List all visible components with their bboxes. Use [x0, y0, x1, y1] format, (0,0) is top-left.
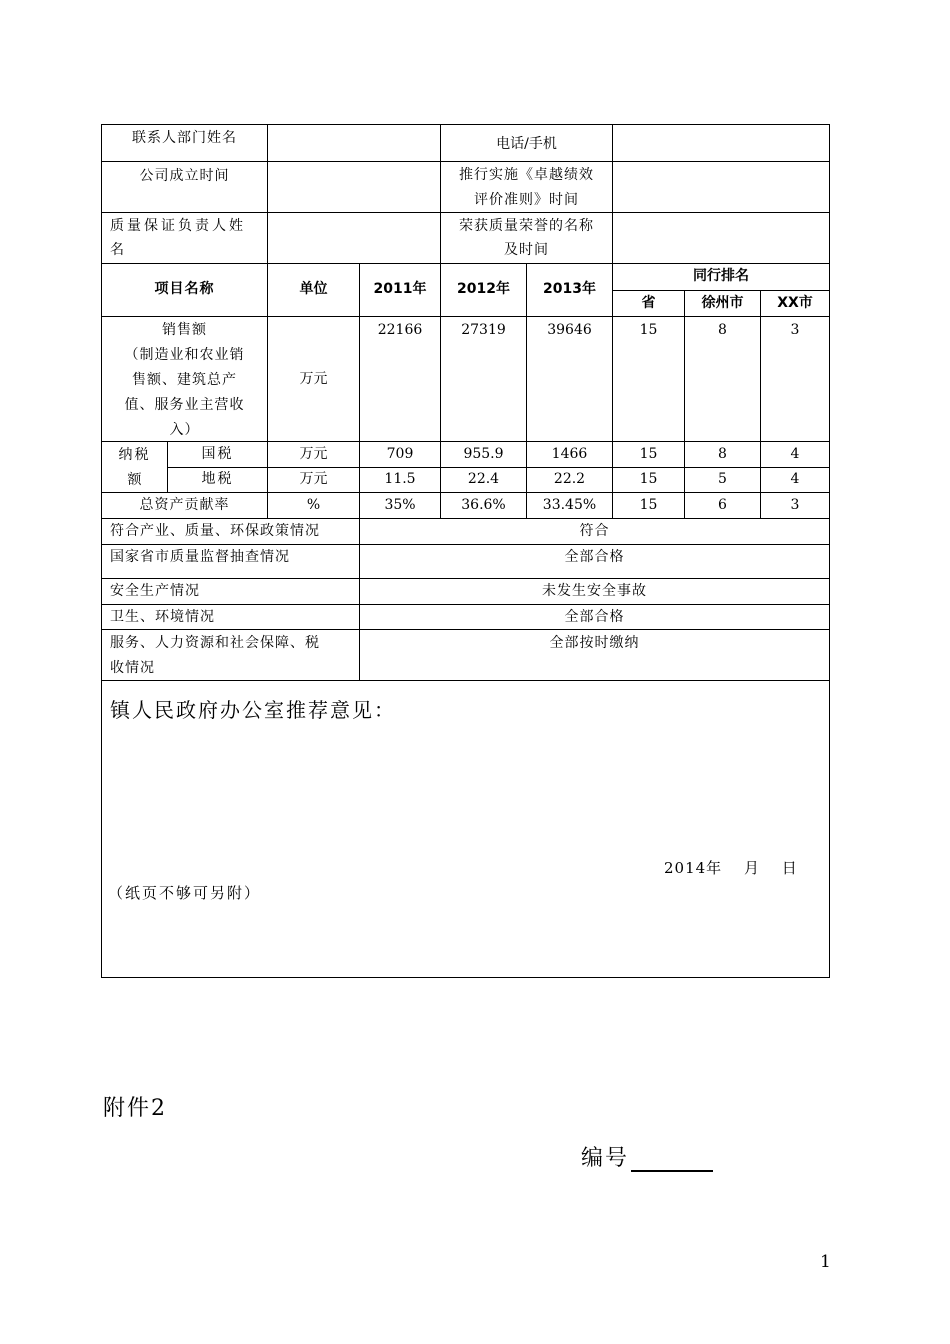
sales-label-line1: 销售额: [162, 322, 207, 338]
assets-rank-xx: 3: [790, 497, 800, 513]
tax-national-2013: 1466: [551, 446, 588, 462]
sales-label-line3: 售额、建筑总产: [132, 372, 237, 388]
header-xx: XX市: [777, 295, 813, 311]
assets-2012: 36.6%: [461, 497, 506, 513]
tax-national-2012: 955.9: [463, 446, 504, 462]
header-province: 省: [641, 295, 656, 311]
sales-2011: 22166: [377, 322, 423, 338]
assets-rank-province: 15: [639, 497, 658, 513]
header-item: 项目名称: [154, 281, 215, 297]
sales-2012: 27319: [461, 322, 506, 338]
sales-label-line2: （制造业和农业销: [124, 347, 245, 363]
quality-label-line1: 质量保证负责人姓: [110, 218, 246, 234]
header-2013: 2013年: [543, 281, 596, 297]
tax-local-2013: 22.2: [553, 471, 586, 487]
sales-unit: 万元: [299, 371, 328, 387]
tax-local-2011: 11.5: [384, 471, 416, 487]
service-label-line2: 收情况: [110, 660, 155, 676]
attachment-label: 附件2: [103, 1096, 167, 1121]
quality-label-line2: 名: [110, 242, 124, 258]
assets-2013: 33.45%: [542, 497, 597, 513]
tax-local-2012: 22.4: [467, 471, 500, 487]
recommendation-date: 2014年 月 日: [664, 859, 798, 877]
header-2012: 2012年: [457, 281, 510, 297]
sales-rank-province: 15: [639, 322, 658, 338]
number-field[interactable]: [631, 1148, 713, 1172]
hygiene-value: 全部合格: [564, 609, 625, 625]
header-2011: 2011年: [373, 281, 427, 297]
sales-rank-xx: 3: [790, 322, 800, 338]
tax-national-rank-province: 15: [639, 446, 658, 462]
safety-value: 未发生安全事故: [542, 583, 647, 599]
sales-label-line5: 入）: [169, 422, 200, 438]
policy-label: 符合产业、质量、环保政策情况: [110, 523, 320, 539]
assets-2011: 35%: [384, 497, 416, 513]
number-label-text: 编号: [581, 1146, 630, 1171]
policy-value: 符合: [579, 523, 610, 539]
assets-rank-xuzhou: 6: [718, 497, 727, 513]
recommendation-title: 镇人民政府办公室推荐意见：: [110, 698, 396, 722]
founded-label: 公司成立时间: [139, 168, 230, 184]
service-label-line1: 服务、人力资源和社会保障、税: [110, 635, 320, 651]
inspection-label: 国家省市质量监督抽查情况: [110, 549, 290, 565]
header-unit: 单位: [299, 281, 328, 297]
tax-group-line1: 纳税: [118, 447, 151, 463]
contact-label: 联系人部门姓名: [132, 130, 237, 146]
hygiene-label: 卫生、环境情况: [110, 609, 215, 625]
tax-local-rank-province: 15: [639, 471, 658, 487]
tax-local-unit: 万元: [299, 471, 328, 487]
tax-national-rank-xuzhou: 8: [718, 446, 727, 462]
tax-national-unit: 万元: [299, 446, 328, 462]
safety-label: 安全生产情况: [110, 583, 200, 599]
assets-unit: %: [306, 497, 321, 513]
header-xuzhou: 徐州市: [701, 295, 744, 311]
page-number: 1: [820, 1252, 831, 1272]
assets-label: 总资产贡献率: [139, 497, 230, 513]
sales-label-line4: 值、服务业主营收: [124, 397, 245, 413]
tax-national-2011: 709: [386, 446, 414, 462]
tax-group-line2: 额: [127, 472, 142, 488]
excellence-label-line1: 推行实施《卓越绩效: [459, 167, 594, 183]
tax-local-rank-xx: 4: [790, 471, 800, 487]
tax-national-label: 国税: [201, 446, 234, 462]
service-value: 全部按时缴纳: [549, 635, 640, 651]
number-label: [581, 1141, 713, 1172]
sales-2013: 39646: [547, 322, 592, 338]
tax-local-label: 地税: [201, 471, 234, 487]
inspection-value: 全部合格: [564, 549, 625, 565]
header-rank: 同行排名: [693, 268, 749, 284]
recommendation-note: （纸页不够可另附）: [108, 884, 262, 902]
tax-national-rank-xx: 4: [790, 446, 800, 462]
excellence-label-line2: 评价准则》时间: [474, 192, 579, 208]
honor-label-line2: 及时间: [504, 242, 549, 258]
phone-label: 电话/手机: [496, 136, 557, 152]
honor-label-line1: 荣获质量荣誉的名称: [459, 218, 594, 234]
sales-rank-xuzhou: 8: [718, 322, 727, 338]
tax-local-rank-xuzhou: 5: [718, 471, 727, 487]
